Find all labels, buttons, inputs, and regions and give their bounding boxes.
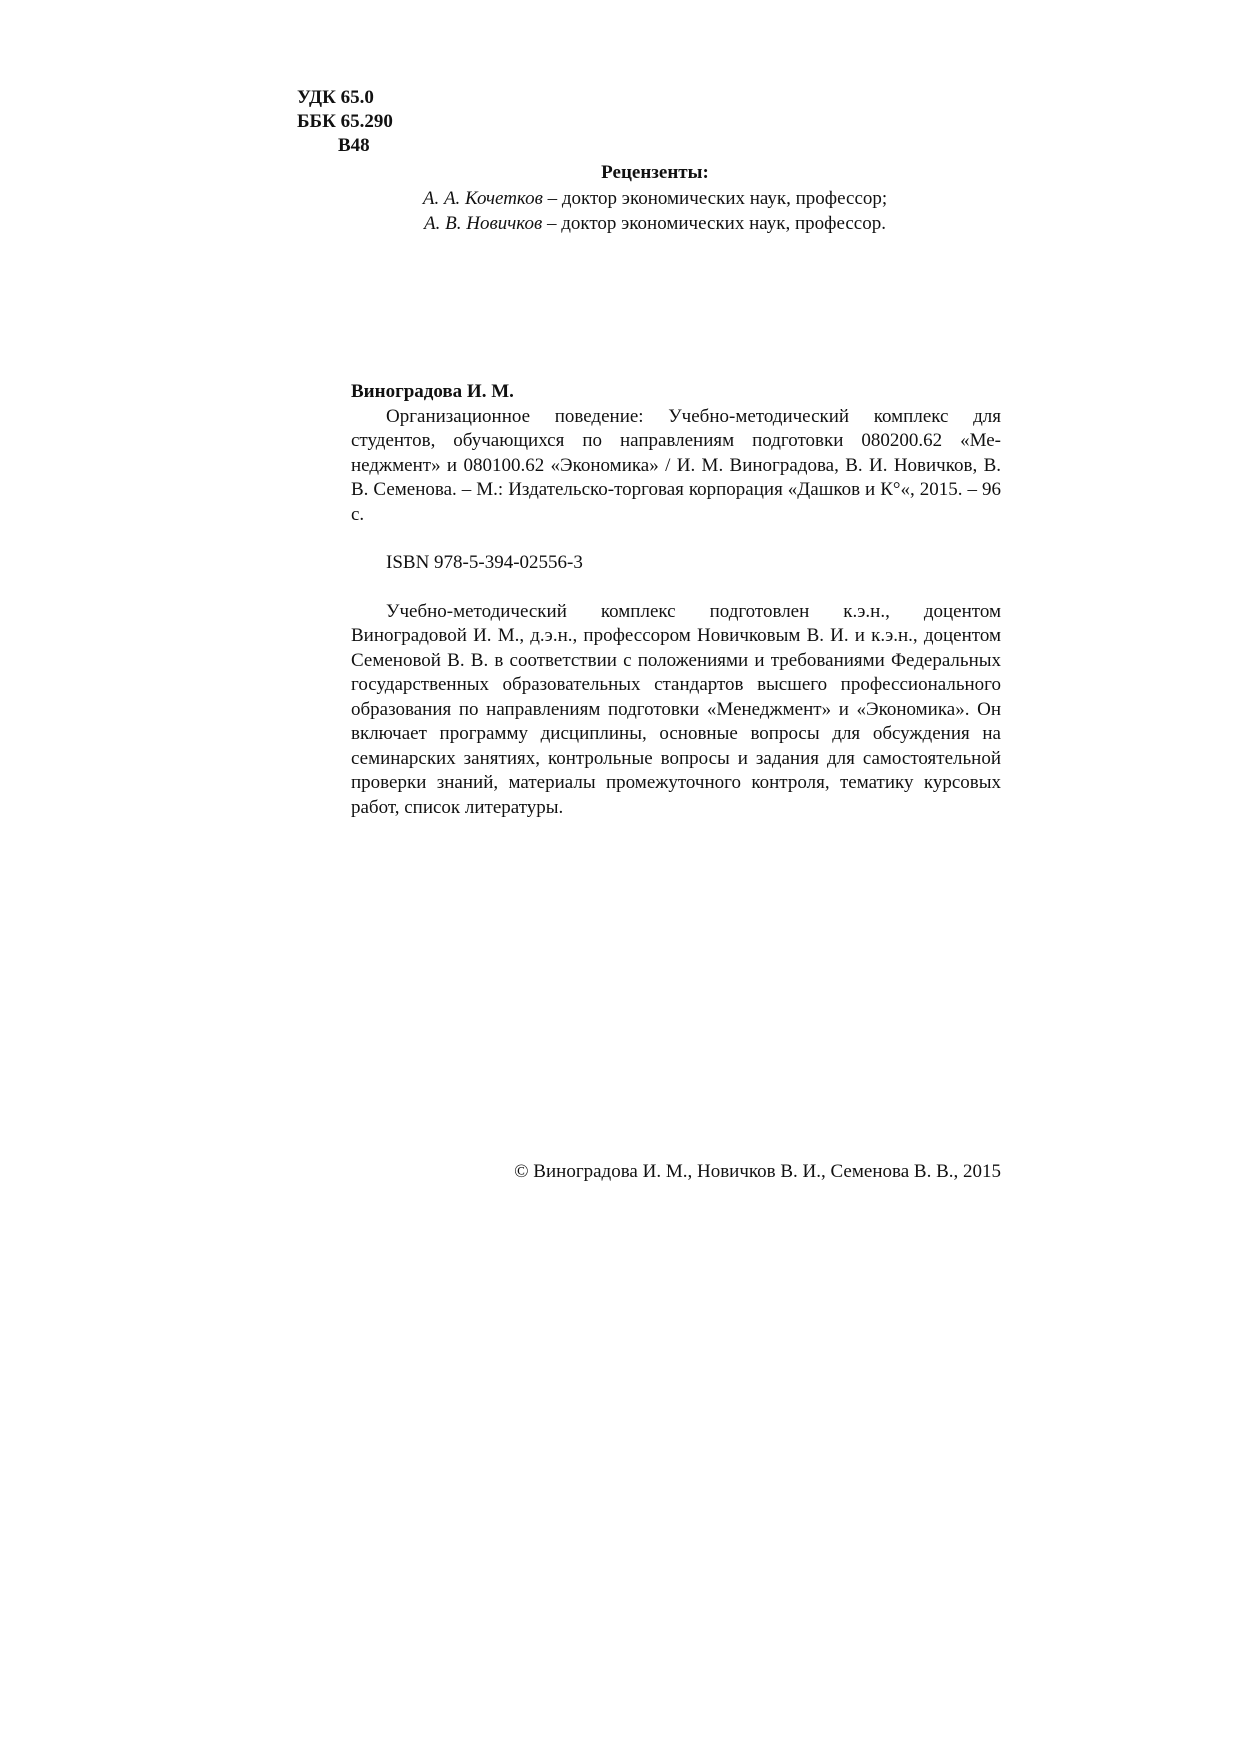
reviewer-name: А. А. Кочетков [422,188,543,209]
reviewer-description: – доктор экономических наук, профессор. [542,213,886,234]
isbn: ISBN 978-5-394-02556-3 [386,552,583,573]
classification-codes [297,86,393,158]
reviewers-heading: Рецензенты: [601,162,709,183]
bibliographic-record [351,380,1001,820]
bibliographic-description: Организационное поведение: Учебно-методический комплекс для студентов, обучающихся по направлениям подготовки 080200.62 «Менеджмент» и 080100.62 «Экономика» / И. М. Виноградова, В. И. Новичков, В. В. Семенова. – М.: Издательско-торговая корпорация «Дашков и К°«, 2015. – 96 с. [351,405,1001,525]
udk-code: УДК 65.0 [297,87,374,108]
author-mark: В48 [338,135,370,156]
reviewer-name: А. В. Новичков [424,213,543,234]
copyright-notice: © Виноградова И. М., Новичков В. И., Семенова В. В., 2015 [514,1161,1001,1182]
annotation: Учебно-методический комплекс подготовлен к.э.н., доцентом Виноградовой И. М., д.э.н., профессором Новичковым В. И. и к.э.н., доцентом Семеновой В. В. в соответствии с положениями и требованиями Федеральных государственных образовательных стандартов высшего профессионального образования по направлениям подготовки «Менеджмент» и «Экономика». Он включает программу дисциплины, основные вопросы для обсуждения на семинарских занятиях, контрольные вопросы и задания для самостоятельной проверки знаний, материалы промежуточного контроля, тематику курсовых работ, список литературы. [351,600,1001,818]
reviewer-line [320,211,990,236]
reviewers-block [320,160,990,236]
reviewer-description: – доктор экономических наук, профессор; [542,188,888,209]
reviewer-line [320,186,990,211]
bbk-code: ББК 65.290 [297,111,393,132]
author-heading: Виноградова И. М. [351,381,514,402]
